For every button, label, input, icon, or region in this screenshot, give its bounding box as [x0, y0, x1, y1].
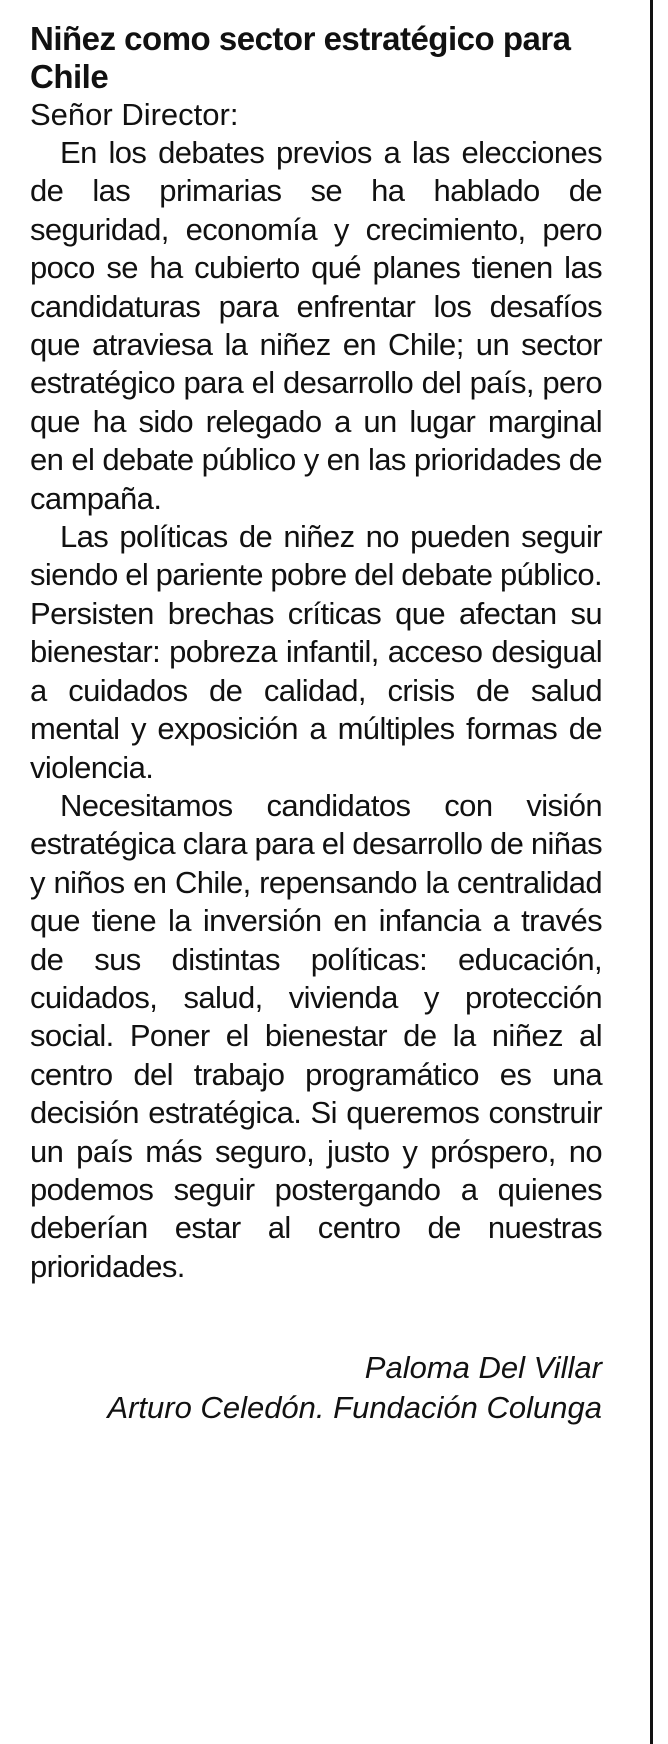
letter-paragraph-3: Necesitamos candidatos con visión estratégica clara para el desarrollo de niñas y niños en Chile, repensando la centralidad que tiene la inversión en infancia a través de sus distintas políticas: educación, cuidados, salud, vivienda y protección social. Poner el bienestar de la niñez al centro del trabajo programático es una decisión estratégica. Si queremos construir un país más seguro, justo y próspero, no podemos seguir postergando a quienes deberían estar al centro de nuestras prioridades. — [30, 787, 602, 1284]
signature-affiliation: Arturo Celedón. Fundación Colunga — [107, 1390, 602, 1426]
letter-paragraph-1: En los debates previos a las elecciones de las primarias se ha hablado de seguridad, economía y crecimiento, pero poco se ha cubierto qué planes tienen las candidaturas para enfrentar los desafíos que atraviesa la niñez en Chile; un sector estratégico para el desarrollo del país, pero que ha sido relegado a un lugar marginal en el debate público y en las prioridades de campaña. — [30, 135, 602, 516]
letter-column — [30, 20, 602, 1428]
letter-paragraph-2: Las políticas de niñez no pueden seguir siendo el pariente pobre del debate público. Persisten brechas críticas que afectan su bienestar: pobreza infantil, acceso desigual a cuidados de calidad, crisis de salud mental y exposición a múltiples formas de violencia. — [30, 519, 602, 785]
letter-salutation: Señor Director: — [30, 97, 239, 132]
column-divider-rule — [650, 0, 653, 1744]
signature-author: Paloma Del Villar — [364, 1350, 602, 1386]
letter-headline: Niñez como sector estratégico para Chile — [30, 20, 571, 95]
letter-signature — [30, 1348, 602, 1428]
